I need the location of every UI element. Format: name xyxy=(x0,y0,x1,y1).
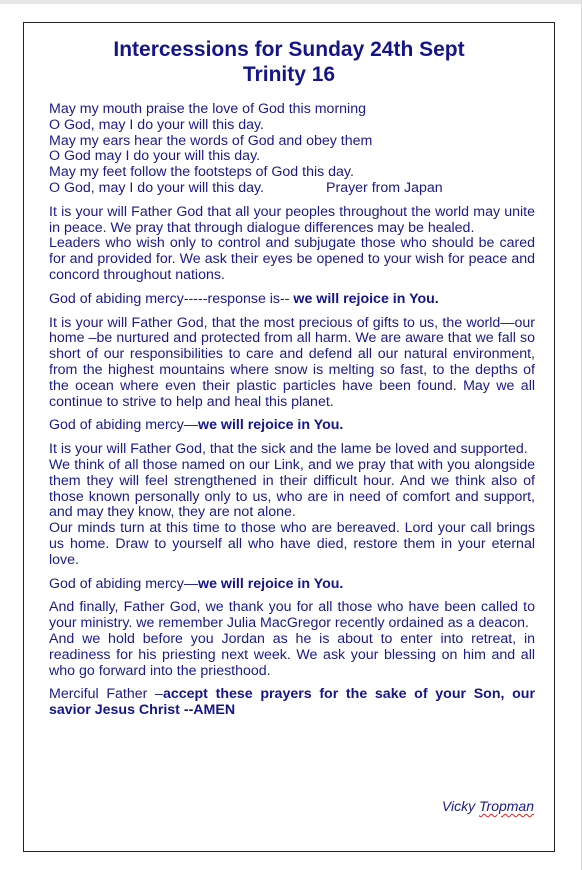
response-3 xyxy=(49,577,535,593)
response-2 xyxy=(49,418,535,434)
closing-bold: accept these prayers for the sake of your Son, our savior Jesus Christ --AMEN xyxy=(49,686,535,719)
sick-text: It is your will Father God, that the sick and the lame be loved and supported. xyxy=(49,441,528,458)
leaders-text: Leaders who wish only to control and subjugate those who should be cared for and provided for. We ask their eyes be opened to your wish for peace and concord throughout nations. xyxy=(49,235,535,283)
peace-text: It is your will Father God that all your peoples throughout the world may unite in peace. We pray that through dialogue differences may be healed. xyxy=(49,203,535,236)
response-3-reply: we will rejoice in You. xyxy=(198,575,344,592)
response-3-lead: God of abiding mercy— xyxy=(49,575,199,592)
world-paragraph: It is your will Father God, that the most precious of gifts to us, the world—our home –be nurtured and protected from all harm. We are aware that we fall so short of our responsibilities to care and defend all our natural environment, from the highest mountains where snow is melting so fast, to the depths of the ocean where even their plastic particles have been found. May we all continue to strive to help and heal this planet. xyxy=(49,314,535,410)
bereaved-text: Our minds turn at this time to those who are bereaved. Lord your call brings us home. Draw to yourself all who have died, restore them in your eternal love. xyxy=(49,520,535,568)
signature-last-name: Tropman xyxy=(479,798,534,814)
closing-paragraph xyxy=(49,687,535,719)
link-text: We think of all those named on our Link, and we pray that with you alongside them they will feel strengthened in their difficult hour. And we think also of those known personally only to us, who are in need of comfort and support, and may they know, they are not alone. xyxy=(49,456,535,521)
signature xyxy=(442,798,534,814)
response-1-lead: God of abiding mercy-----response is-- xyxy=(49,290,294,307)
response-1 xyxy=(49,292,535,308)
title-line-1: Intercessions for Sunday 24th Sept xyxy=(113,38,465,61)
japan-line-4: O God may I do your will this day. xyxy=(49,148,261,165)
ministry-paragraph xyxy=(49,600,535,679)
document-body xyxy=(49,102,535,727)
japan-line-2: O God, may I do your will this day. xyxy=(49,116,264,133)
japan-line-1: May my mouth praise the love of God this morning xyxy=(49,101,366,117)
sick-paragraph xyxy=(49,442,535,568)
title-line-2: Trinity 16 xyxy=(242,63,336,86)
page-border xyxy=(23,22,555,852)
japan-line-5: May my feet follow the footsteps of God this day. xyxy=(49,164,354,181)
response-2-reply: we will rejoice in You. xyxy=(198,417,344,434)
prayer-source: Prayer from Japan xyxy=(326,179,443,196)
japan-prayer xyxy=(49,102,535,197)
window-top-edge xyxy=(0,0,582,4)
document-title xyxy=(24,37,554,87)
response-1-reply: we will rejoice in You. xyxy=(293,290,439,307)
jordan-text: And we hold before you Jordan as he is about to enter into retreat, in readiness for his priesting next week. We ask your blessing on him and all who go forward into the priesthood. xyxy=(49,630,535,679)
response-2-lead: God of abiding mercy— xyxy=(49,417,199,434)
japan-line-6-text: O God, may I do your will this day. xyxy=(49,179,264,196)
ministry-text: And finally, Father God, we thank you for all those who have been called to your ministry. we remember Julia MacGregor recently ordained as a deacon. xyxy=(49,599,535,632)
closing-lead: Merciful Father – xyxy=(49,686,163,703)
japan-line-6 xyxy=(49,181,535,197)
peace-paragraph xyxy=(49,205,535,284)
signature-first-name: Vicky xyxy=(441,798,480,814)
japan-line-3: May my ears hear the words of God and obey them xyxy=(49,132,373,149)
